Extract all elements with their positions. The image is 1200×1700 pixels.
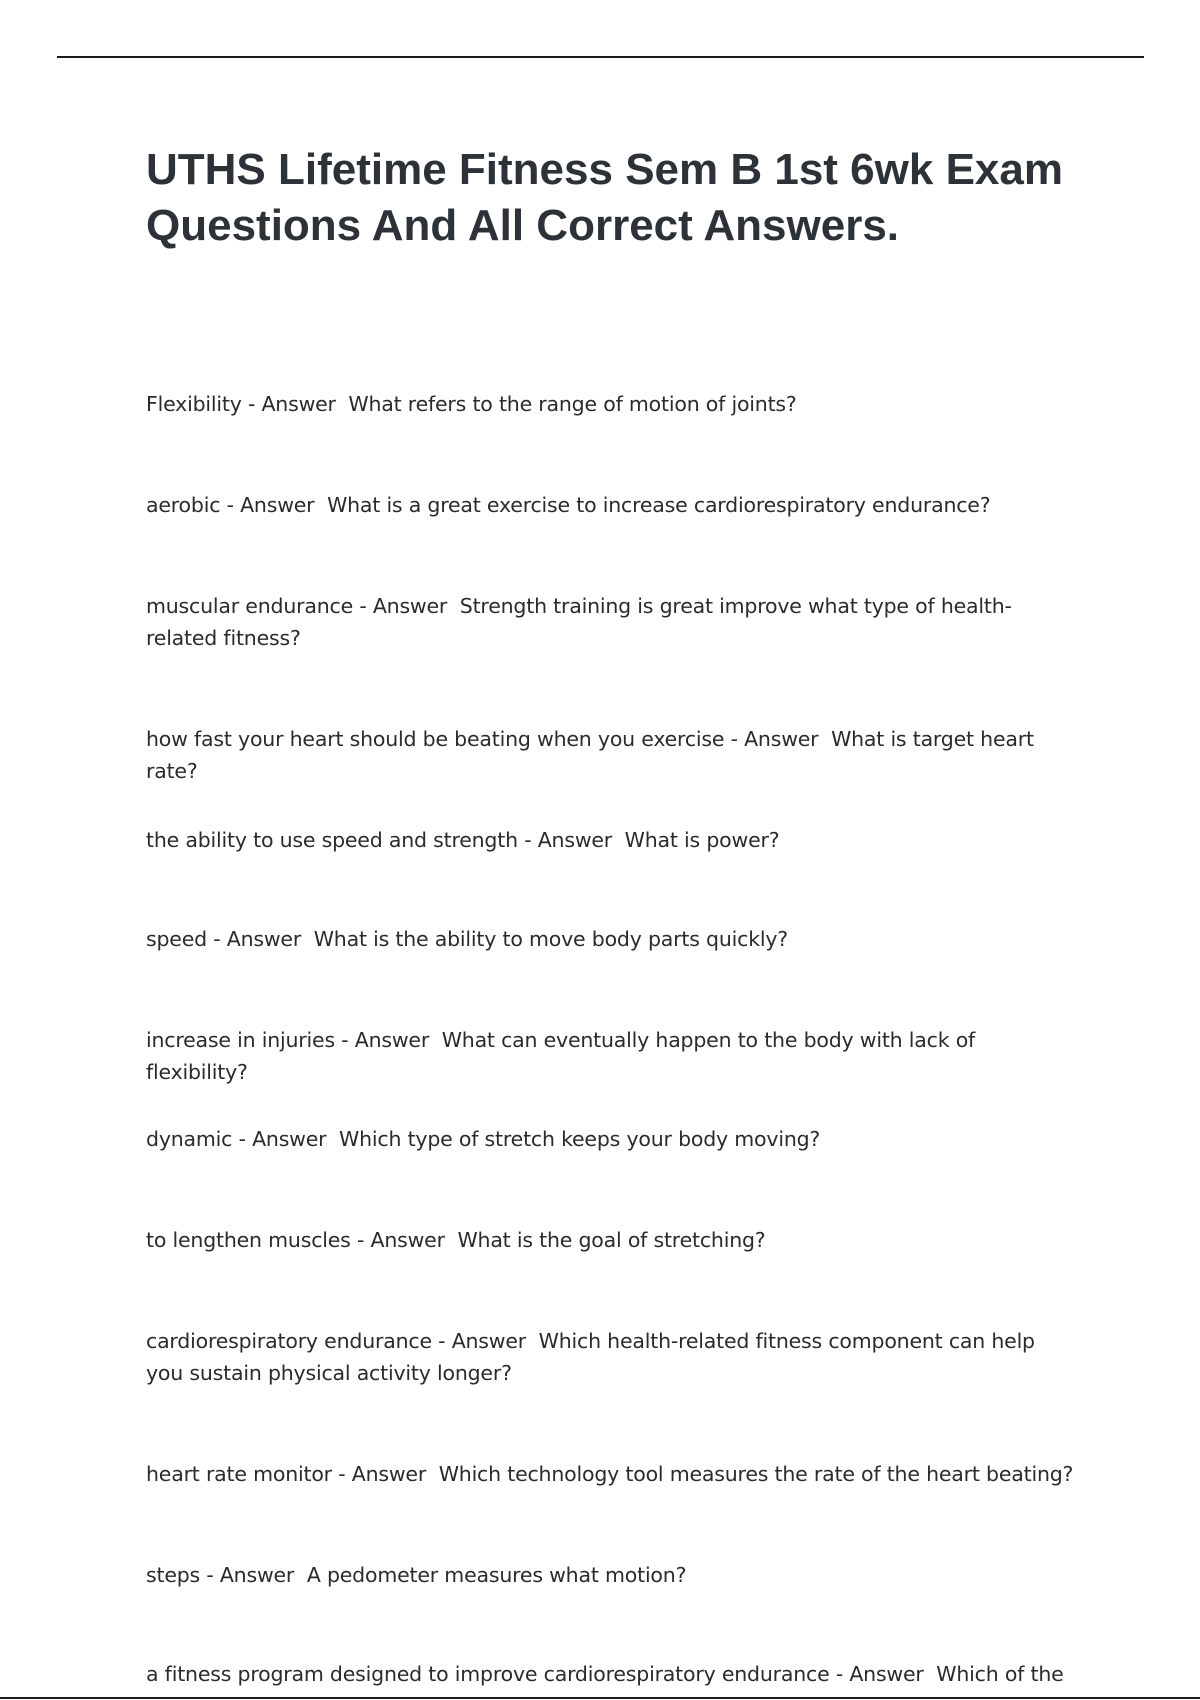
qa-separator: - Answer	[220, 493, 321, 517]
qa-item	[146, 489, 1076, 521]
qa-answer: a fitness program designed to improve cardiorespiratory endurance	[146, 1662, 830, 1686]
qa-question: Which health-related fitness component can help you sustain physical activity longer?	[146, 1329, 1035, 1385]
qa-separator: - Answer	[517, 828, 619, 852]
qa-answer: dynamic	[146, 1127, 233, 1151]
qa-question: Which type of stretch keeps your body moving?	[339, 1127, 821, 1151]
qa-answer: speed	[146, 927, 207, 951]
qa-answer: heart rate monitor	[146, 1462, 332, 1486]
qa-question: What can eventually happen to the body with lack of flexibility?	[146, 1028, 976, 1084]
qa-item	[146, 1559, 1076, 1591]
qa-item	[146, 1325, 1076, 1389]
qa-item	[146, 1024, 1076, 1088]
qa-separator: - Answer	[431, 1329, 533, 1353]
qa-item	[146, 723, 1076, 787]
qa-answer: steps	[146, 1563, 201, 1587]
qa-separator: - Answer	[241, 392, 343, 416]
qa-answer: the ability to use speed and strength	[146, 828, 518, 852]
qa-item	[146, 1458, 1076, 1490]
qa-item	[146, 1658, 1076, 1690]
qa-separator: - Answer	[232, 1127, 333, 1151]
qa-separator: - Answer	[829, 1662, 930, 1686]
qa-answer: muscular endurance	[146, 594, 353, 618]
qa-question: A pedometer measures what motion?	[306, 1563, 687, 1587]
document-header	[146, 142, 1076, 254]
qa-item	[146, 824, 1076, 856]
qa-separator: - Answer	[334, 1028, 436, 1052]
qa-question: What refers to the range of motion of joints?	[348, 392, 797, 416]
qa-separator: - Answer	[206, 927, 308, 951]
qa-answer: to lengthen muscles	[146, 1228, 351, 1252]
qa-question: What is target heart rate?	[146, 727, 1034, 783]
qa-item	[146, 388, 1076, 420]
qa-item	[146, 1224, 1076, 1256]
qa-separator: - Answer	[350, 1228, 452, 1252]
qa-question: What is the ability to move body parts quickly?	[313, 927, 788, 951]
qa-question: What is power?	[624, 828, 780, 852]
qa-separator: - Answer	[331, 1462, 433, 1486]
qa-separator: - Answer	[724, 727, 825, 751]
qa-question: Which of the	[936, 1662, 1064, 1686]
qa-answer: cardiorespiratory endurance	[146, 1329, 432, 1353]
footer-rule	[0, 1697, 1200, 1699]
qa-item	[146, 923, 1076, 955]
document-title: UTHS Lifetime Fitness Sem B 1st 6wk Exam Questions And All Correct Answers.	[146, 145, 1063, 250]
header-rule	[57, 56, 1144, 58]
qa-item	[146, 590, 1076, 654]
qa-question: Strength training is great improve what type of health-related fitness?	[146, 594, 1012, 650]
qa-answer: aerobic	[146, 493, 221, 517]
qa-question: What is the goal of stretching?	[457, 1228, 766, 1252]
qa-answer: Flexibility	[146, 392, 242, 416]
qa-answer: how fast your heart should be beating when you exercise	[146, 727, 725, 751]
qa-question: What is a great exercise to increase cardiorespiratory endurance?	[327, 493, 991, 517]
qa-item	[146, 1123, 1076, 1155]
qa-answer: increase in injuries	[146, 1028, 335, 1052]
qa-separator: - Answer	[200, 1563, 301, 1587]
qa-separator: - Answer	[353, 594, 454, 618]
qa-question: Which technology tool measures the rate of the heart beating?	[438, 1462, 1074, 1486]
